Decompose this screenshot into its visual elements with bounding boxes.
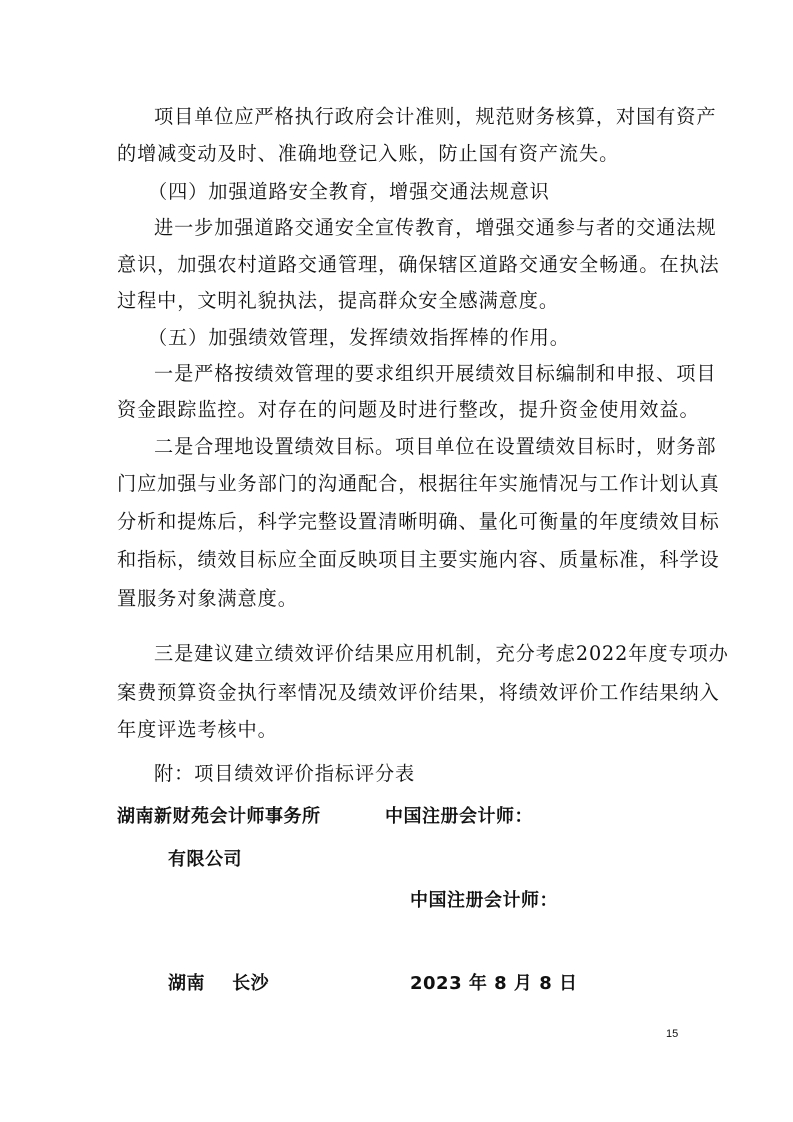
para5-line1: 三是建议建立绩效评价结果应用机制，充分考虑2022年度专项办 (154, 642, 729, 665)
para4-line1: 二是合理地设置绩效目标。项目单位在设置绩效目标时，财务部 (154, 435, 717, 458)
para1-line1: 项目单位应严格执行政府会计准则，规范财务核算，对国有资产 (154, 105, 717, 128)
para3-line1: 一是严格按绩效管理的要求组织开展绩效目标编制和申报、项目 (154, 362, 717, 385)
para5-line2: 案费预算资金执行率情况及绩效评价结果，将绩效评价工作结果纳入 (117, 681, 720, 704)
signing-date: 2023 年 8 月 8 日 (410, 973, 578, 994)
para2-line2: 意识，加强农村道路交通管理，确保辖区道路交通安全畅通。在执法 (117, 253, 720, 276)
para4-line4: 和指标，绩效目标应全面反映项目主要实施内容、质量标准，科学设 (117, 548, 720, 571)
para2-line3: 过程中，文明礼貌执法，提高群众安全感满意度。 (117, 289, 559, 312)
para2-line1: 进一步加强道路交通安全宣传教育，增强交通参与者的交通法规 (154, 216, 717, 239)
signing-location: 湖南 长沙 (168, 973, 270, 994)
firm-name-line2: 有限公司 (168, 849, 242, 870)
section-heading-4: （四）加强道路安全教育，增强交通法规意识 (148, 180, 550, 203)
para4-line5: 置服务对象满意度。 (117, 587, 298, 610)
page-number: 15 (666, 1028, 679, 1040)
para3-line2: 资金跟踪监控。对存在的问题及时进行整改，提升资金使用效益。 (117, 398, 700, 421)
section-heading-5: （五）加强绩效管理，发挥绩效指挥棒的作用。 (148, 326, 570, 349)
para1-line2: 的增减变动及时、准确地登记入账，防止国有资产流失。 (117, 142, 620, 165)
cpa-signature-label-2: 中国注册会计师： (410, 890, 558, 911)
para5-line3: 年度评选考核中。 (117, 718, 278, 741)
cpa-signature-label-1: 中国注册会计师： (385, 806, 533, 827)
para4-line3: 分析和提炼后，科学完整设置清晰明确、量化可衡量的年度绩效目标 (117, 510, 720, 533)
firm-name-line1: 湖南新财苑会计师事务所 (117, 806, 321, 827)
para4-line2: 门应加强与业务部门的沟通配合，根据往年实施情况与工作计划认真 (117, 472, 720, 495)
attachment-note: 附：项目绩效评价指标评分表 (154, 762, 416, 785)
